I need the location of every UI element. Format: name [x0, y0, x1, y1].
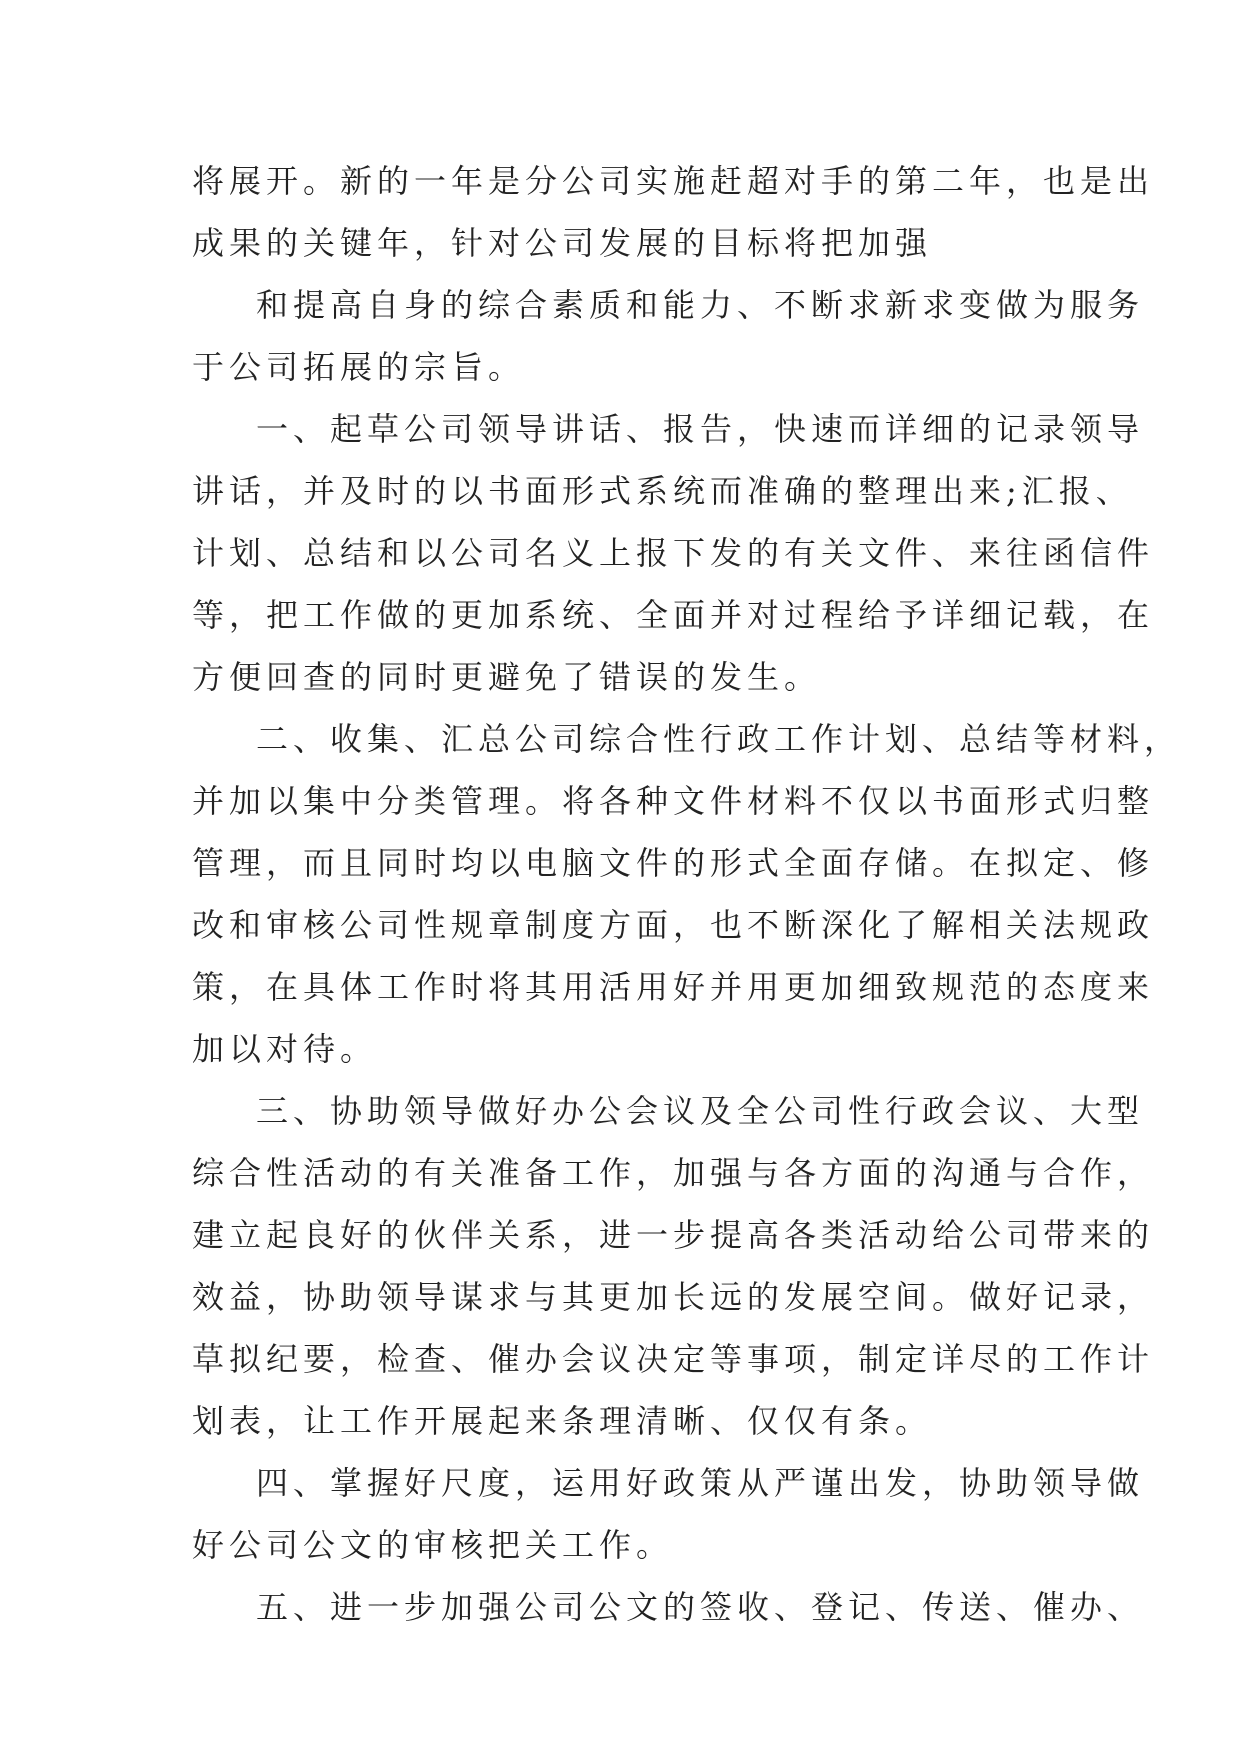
paragraph-item-3	[192, 1080, 1155, 1452]
text-line: 方便回查的同时更避免了错误的发生。	[192, 658, 822, 696]
text-line: 建立起良好的伙伴关系，进一步提高各类活动给公司带来的	[192, 1216, 1155, 1254]
text-line: 一、起草公司领导讲话、报告，快速而详细的记录领导	[256, 410, 1145, 448]
paragraph-item-2	[192, 708, 1182, 1080]
text-line: 策，在具体工作时将其用活用好并用更加细致规范的态度来	[192, 968, 1155, 1006]
paragraph-purpose	[192, 274, 1145, 398]
text-line: 计划、总结和以公司名义上报下发的有关文件、来往函信件	[192, 534, 1155, 572]
text-line: 效益，协助领导谋求与其更加长远的发展空间。做好记录，	[192, 1278, 1155, 1316]
text-line: 好公司公文的审核把关工作。	[192, 1526, 674, 1564]
text-line: 成果的关键年，针对公司发展的目标将把加强	[192, 224, 933, 262]
paragraph-continuation	[192, 150, 1155, 274]
text-line: 于公司拓展的宗旨。	[192, 348, 526, 386]
text-line: 和提高自身的综合素质和能力、不断求新求变做为服务	[256, 286, 1145, 324]
document-body	[192, 150, 1182, 1638]
text-line: 并加以集中分类管理。将各种文件材料不仅以书面形式归整	[192, 782, 1155, 820]
text-line: 划表，让工作开展起来条理清晰、仅仅有条。	[192, 1402, 933, 1440]
text-line: 将展开。新的一年是分公司实施赶超对手的第二年，也是出	[192, 162, 1155, 200]
text-line: 二、收集、汇总公司综合性行政工作计划、总结等材料，	[256, 720, 1182, 758]
paragraph-item-5	[192, 1576, 1145, 1638]
text-line: 三、协助领导做好办公会议及全公司性行政会议、大型	[256, 1092, 1145, 1130]
text-line: 综合性活动的有关准备工作，加强与各方面的沟通与合作，	[192, 1154, 1155, 1192]
text-line: 草拟纪要，检查、催办会议决定等事项，制定详尽的工作计	[192, 1340, 1155, 1378]
text-line: 等，把工作做的更加系统、全面并对过程给予详细记载，在	[192, 596, 1155, 634]
paragraph-item-1	[192, 398, 1155, 708]
text-line: 管理，而且同时均以电脑文件的形式全面存储。在拟定、修	[192, 844, 1155, 882]
text-line: 加以对待。	[192, 1030, 378, 1068]
paragraph-item-4	[192, 1452, 1145, 1576]
text-line: 五、进一步加强公司公文的签收、登记、传送、催办、	[256, 1588, 1145, 1626]
text-line: 改和审核公司性规章制度方面，也不断深化了解相关法规政	[192, 906, 1155, 944]
text-line: 讲话，并及时的以书面形式系统而准确的整理出来;汇报、	[192, 472, 1133, 510]
text-line: 四、掌握好尺度，运用好政策从严谨出发，协助领导做	[256, 1464, 1145, 1502]
